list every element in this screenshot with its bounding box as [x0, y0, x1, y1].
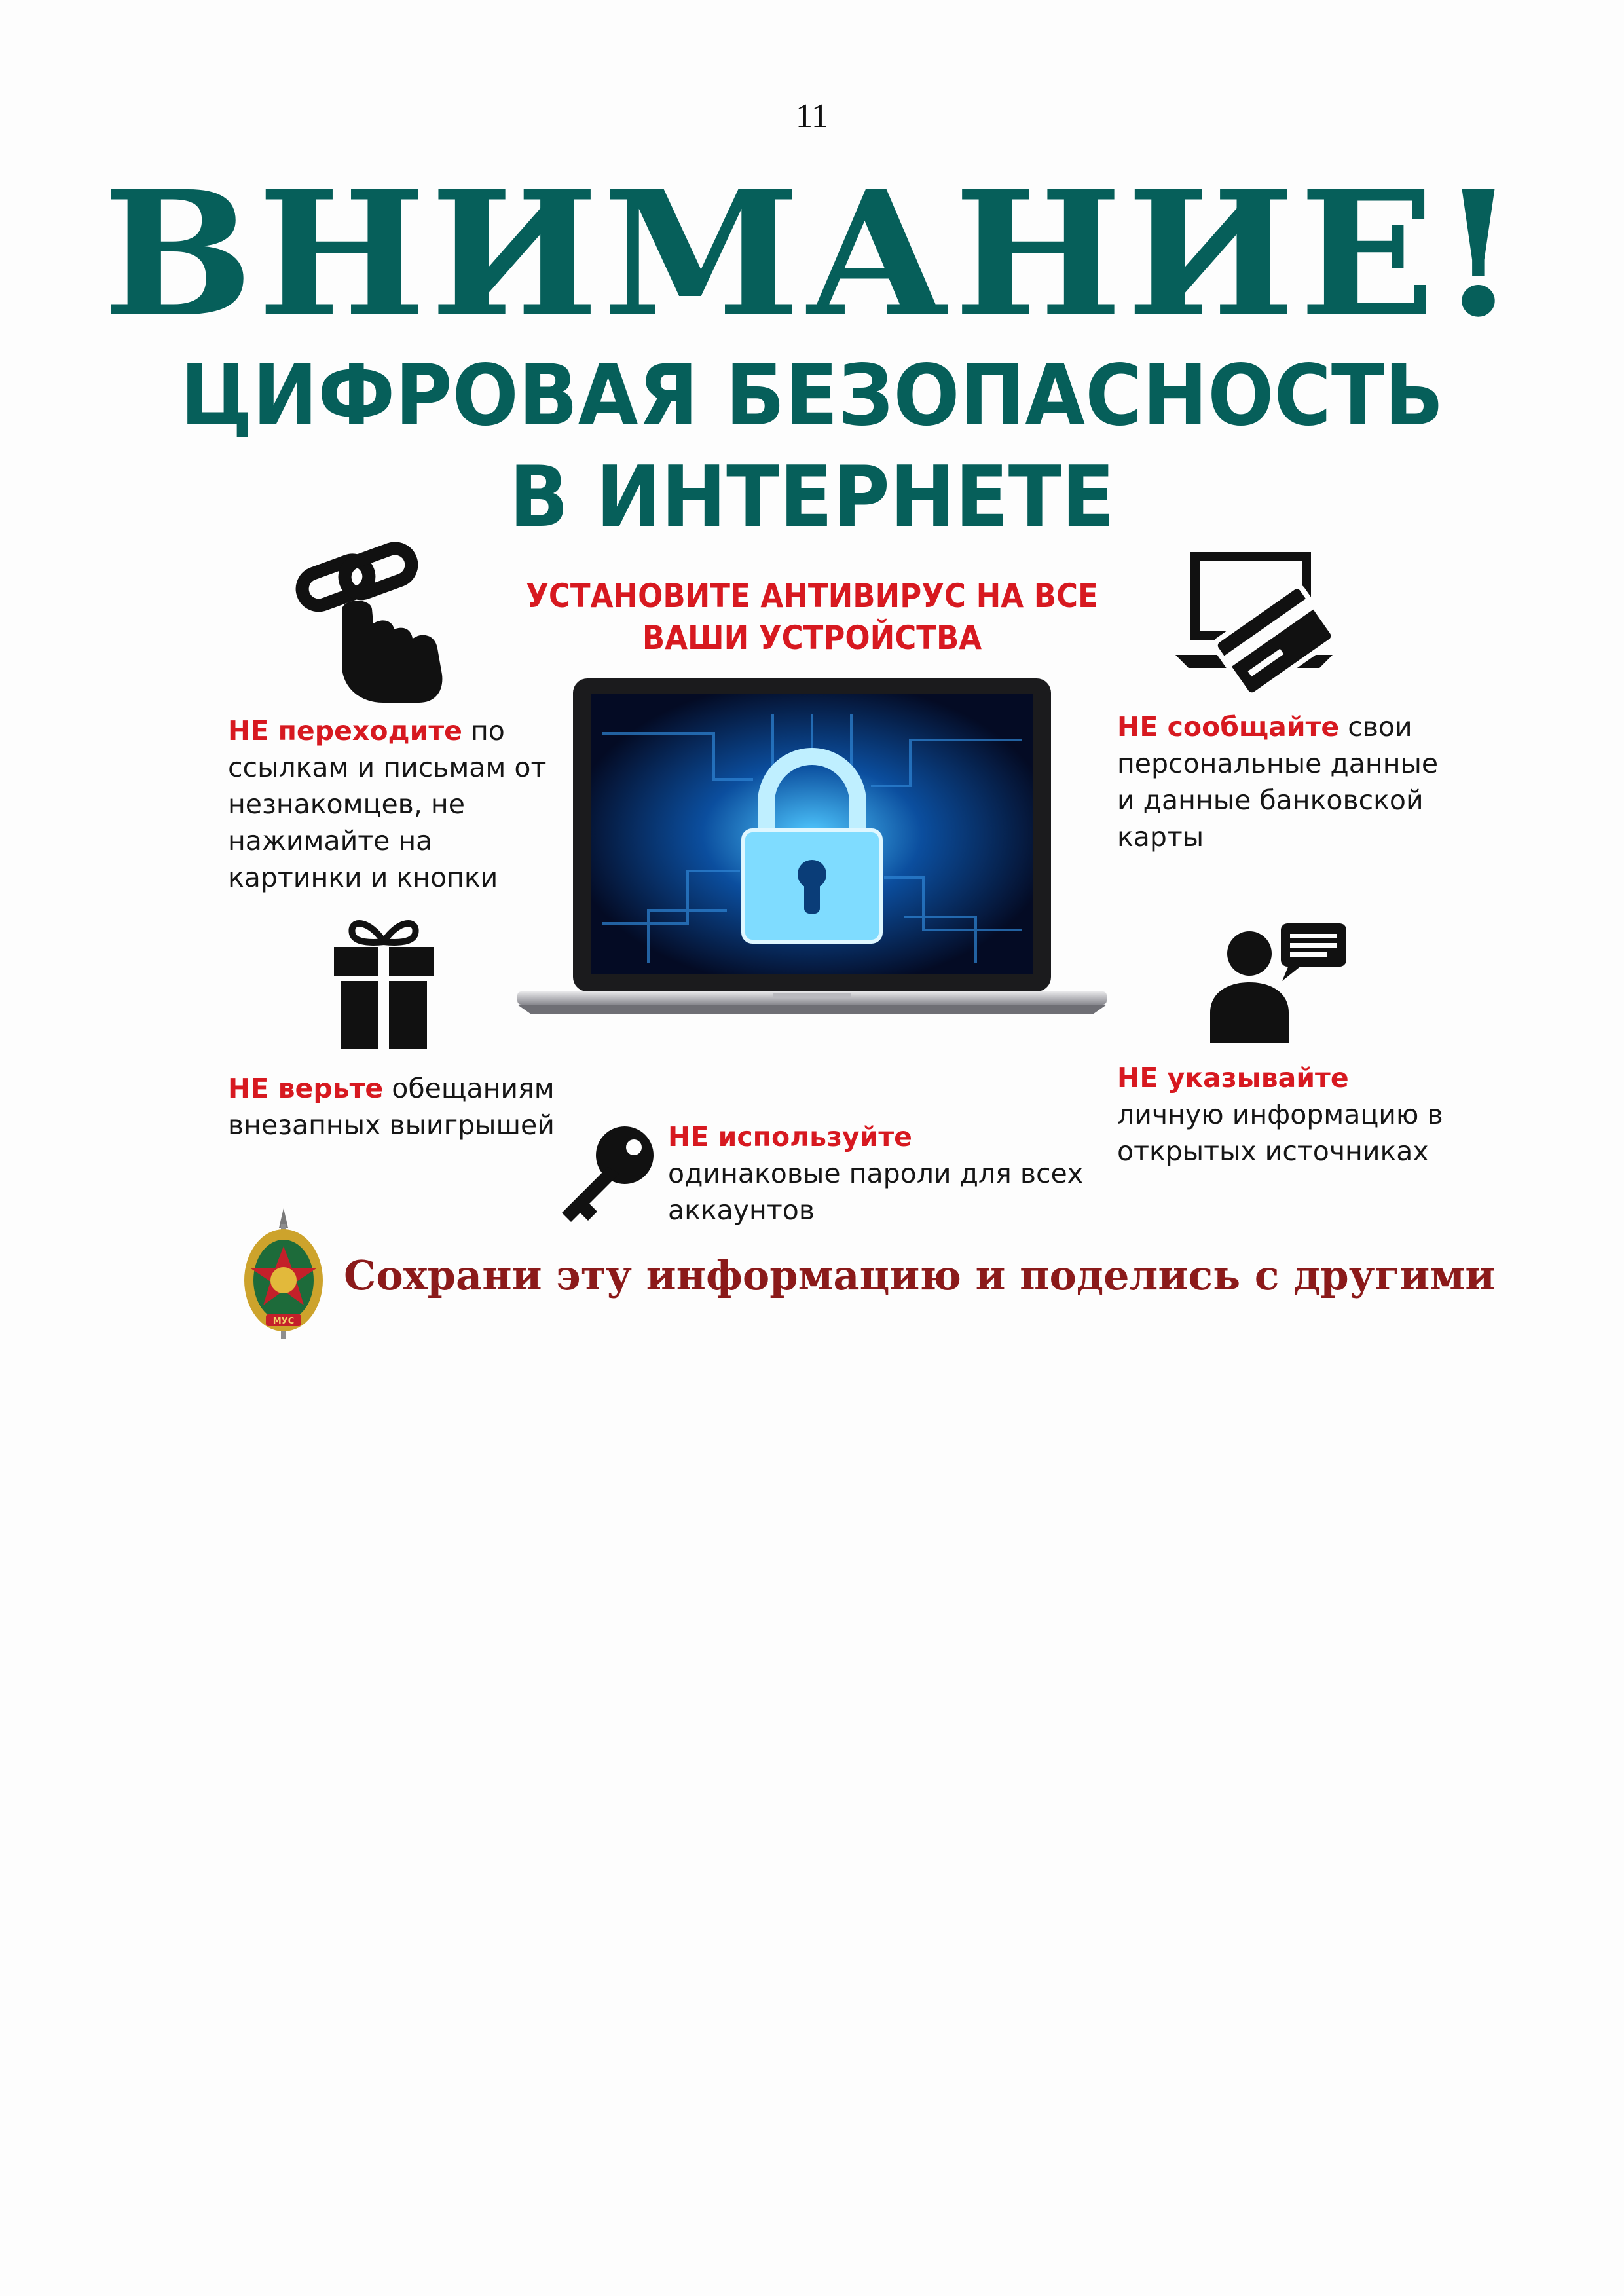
antivirus-line2: ВАШИ УСТРОЙСТВА — [642, 619, 982, 657]
tip-personal-data-highlight: НЕ сообщайте — [1117, 711, 1340, 743]
user-chat-icon — [1210, 922, 1348, 1043]
antivirus-line1: УСТАНОВИТЕ АНТИВИРУС НА ВСЕ — [526, 577, 1098, 615]
tip-personal-data — [1117, 709, 1445, 855]
laptop-lock-illustration — [517, 675, 1107, 1022]
emblem-label: МУС — [272, 1316, 295, 1326]
page-subtitle-line2: В ИНТЕРНЕТЕ — [509, 449, 1115, 546]
laptop-card-icon — [1175, 550, 1333, 701]
tip-passwords — [668, 1119, 1087, 1229]
gift-icon — [333, 916, 435, 1050]
tip-open-sources-highlight: НЕ указывайте — [1117, 1062, 1349, 1094]
tip-prizes — [228, 1070, 568, 1143]
page-number: 11 — [795, 98, 829, 135]
tip-passwords-highlight: НЕ используйте — [668, 1121, 912, 1153]
page-title: ВНИМАНИЕ! — [102, 153, 1522, 355]
tip-open-sources-text: личную информацию в открытых источниках — [1117, 1099, 1443, 1167]
page-subtitle-line1: ЦИФРОВАЯ БЕЗОПАСНОСТЬ — [180, 347, 1444, 445]
key-icon — [557, 1121, 659, 1223]
tip-prizes-highlight: НЕ верьте — [228, 1073, 384, 1104]
tip-links-highlight: НЕ переходите — [228, 715, 462, 747]
tip-prizes-text: обещаниям внезапных выигрышей — [228, 1073, 555, 1141]
antivirus-heading — [517, 575, 1107, 659]
tip-passwords-text: одинаковые пароли для всех аккаунтов — [668, 1158, 1084, 1226]
tip-links-text: по ссылкам и письмам от незнакомцев, не нажимайте на картинки и кнопки — [228, 715, 547, 893]
footer-call-to-action: Сохрани эту информацию и поделись с другими — [344, 1251, 1496, 1299]
tip-personal-data-text: свои персональные данные и данные банковской карты — [1117, 711, 1439, 853]
link-hand-icon — [282, 534, 458, 711]
tip-open-sources — [1117, 1060, 1458, 1170]
emblem-icon — [241, 1208, 326, 1339]
